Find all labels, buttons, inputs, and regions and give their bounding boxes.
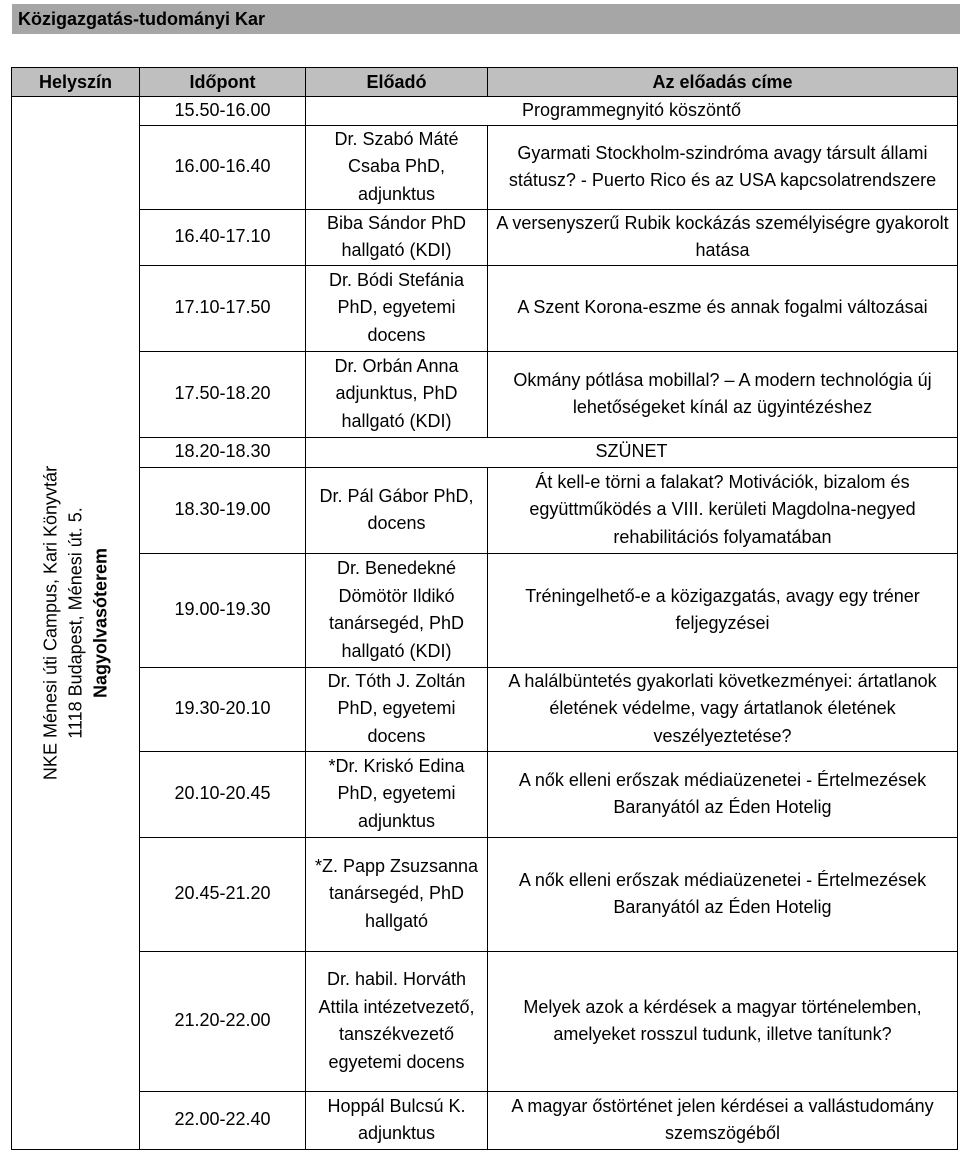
session-title: Át kell-e törni a falakat? Motivációk, bizalom és együttműködés a VIII. kerületi Magdolna-negyed rehabilitációs folyamatában bbox=[488, 467, 958, 553]
session-time: 16.00-16.40 bbox=[140, 125, 306, 209]
location-cell bbox=[12, 97, 140, 1150]
session-title: A nők elleni erőszak médiaüzenetei - Értelmezések Baranyától az Éden Hotelig bbox=[488, 751, 958, 837]
session-speaker: Biba Sándor PhD hallgató (KDI) bbox=[306, 209, 488, 265]
session-speaker: *Dr. Kriskó Edina PhD, egyetemi adjunktus bbox=[306, 751, 488, 837]
session-speaker: *Z. Papp Zsuzsanna tanársegéd, PhD hallgató bbox=[306, 837, 488, 951]
header-title: Az előadás címe bbox=[488, 68, 958, 97]
session-time: 17.50-18.20 bbox=[140, 351, 306, 437]
header-location: Helyszín bbox=[12, 68, 140, 97]
table-row bbox=[12, 751, 958, 837]
session-time: 19.30-20.10 bbox=[140, 667, 306, 751]
opening-text: Programmegnyitó köszöntő bbox=[306, 97, 958, 126]
session-speaker: Hoppál Bulcsú K. adjunktus bbox=[306, 1091, 488, 1149]
table-row bbox=[12, 351, 958, 437]
header-speaker: Előadó bbox=[306, 68, 488, 97]
table-row bbox=[12, 553, 958, 667]
table-row bbox=[12, 951, 958, 1091]
schedule-table bbox=[11, 67, 958, 1150]
session-title: A versenyszerű Rubik kockázás személyiségre gyakorolt hatása bbox=[488, 209, 958, 265]
session-title: A magyar őstörténet jelen kérdései a vallástudomány szemszögéből bbox=[488, 1091, 958, 1149]
session-speaker: Dr. Benedekné Dömötör Ildikó tanársegéd, PhD hallgató (KDI) bbox=[306, 553, 488, 667]
table-row bbox=[12, 209, 958, 265]
session-speaker: Dr. Bódi Stefánia PhD, egyetemi docens bbox=[306, 265, 488, 351]
session-time: 18.30-19.00 bbox=[140, 467, 306, 553]
location-text bbox=[38, 433, 113, 813]
table-row bbox=[12, 467, 958, 553]
session-speaker: Dr. Tóth J. Zoltán PhD, egyetemi docens bbox=[306, 667, 488, 751]
session-title: A Szent Korona-eszme és annak fogalmi változásai bbox=[488, 265, 958, 351]
session-time: 20.10-20.45 bbox=[140, 751, 306, 837]
session-time: 17.10-17.50 bbox=[140, 265, 306, 351]
session-time: 20.45-21.20 bbox=[140, 837, 306, 951]
session-speaker: Dr. habil. Horváth Attila intézetvezető, tanszékvezető egyetemi docens bbox=[306, 951, 488, 1091]
header-row bbox=[12, 68, 958, 97]
session-speaker: Dr. Pál Gábor PhD, docens bbox=[306, 467, 488, 553]
session-title: Gyarmati Stockholm-szindróma avagy társult állami státusz? - Puerto Rico és az USA kapcsolatrendszere bbox=[488, 125, 958, 209]
session-time: 22.00-22.40 bbox=[140, 1091, 306, 1149]
session-speaker: Dr. Orbán Anna adjunktus, PhD hallgató (KDI) bbox=[306, 351, 488, 437]
break-text: SZÜNET bbox=[306, 437, 958, 467]
location-line1: NKE Ménesi úti Campus, Kari Könyvtár bbox=[40, 465, 60, 780]
session-time: 16.40-17.10 bbox=[140, 209, 306, 265]
session-title: Melyek azok a kérdések a magyar történelemben, amelyeket rosszul tudunk, illetve tanítunk? bbox=[488, 951, 958, 1091]
session-time: 21.20-22.00 bbox=[140, 951, 306, 1091]
table-row bbox=[12, 837, 958, 951]
session-speaker: Dr. Szabó Máté Csaba PhD, adjunktus bbox=[306, 125, 488, 209]
session-time: 19.00-19.30 bbox=[140, 553, 306, 667]
break-time: 18.20-18.30 bbox=[140, 437, 306, 467]
session-title: Tréningelhető-e a közigazgatás, avagy egy tréner feljegyzései bbox=[488, 553, 958, 667]
break-row bbox=[12, 437, 958, 467]
opening-time: 15.50-16.00 bbox=[140, 97, 306, 126]
location-hall: Nagyolvasóterem bbox=[90, 547, 110, 698]
session-title: A nők elleni erőszak médiaüzenetei - Értelmezések Baranyától az Éden Hotelig bbox=[488, 837, 958, 951]
opening-row bbox=[12, 97, 958, 126]
table-row bbox=[12, 667, 958, 751]
table-row bbox=[12, 125, 958, 209]
location-line2: 1118 Budapest, Ménesi út. 5. bbox=[65, 507, 85, 739]
header-time: Időpont bbox=[140, 68, 306, 97]
faculty-title: Közigazgatás-tudományi Kar bbox=[12, 4, 960, 34]
session-title: Okmány pótlása mobillal? – A modern technológia új lehetőségeket kínál az ügyintézéshez bbox=[488, 351, 958, 437]
table-row bbox=[12, 1091, 958, 1149]
table-row bbox=[12, 265, 958, 351]
session-title: A halálbüntetés gyakorlati következményei: ártatlanok életének védelme, vagy ártatlanok életének veszélyeztetése? bbox=[488, 667, 958, 751]
